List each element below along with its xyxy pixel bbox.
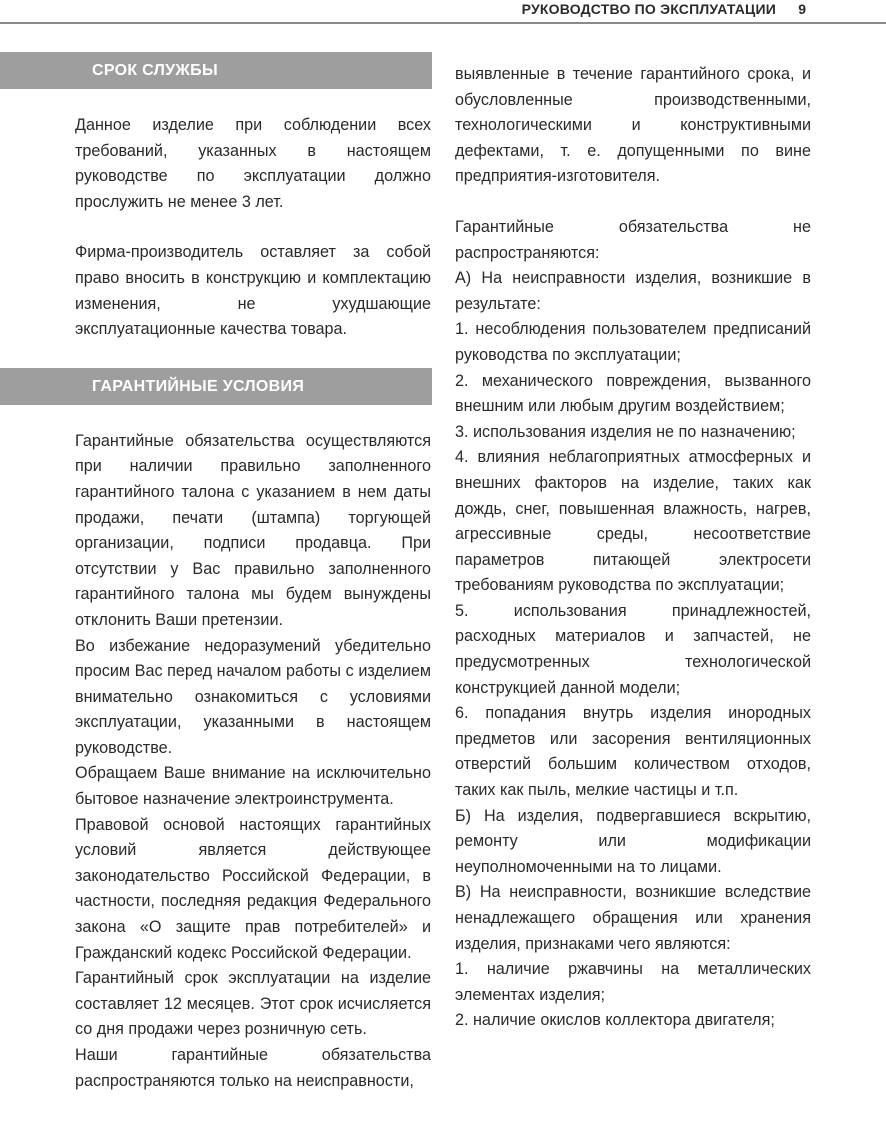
exclusion-item: 2. механического повреждения, вызванного внешним или любым другим воздействием; (455, 371, 811, 416)
exclusion-item: Б) На изделия, подвергавшиеся вскрытию, ремонту или модификации неуполномоченными на то лицами. (455, 806, 811, 876)
exclusion-item: 6. попадания внутрь изделия инородных предметов или засорения вентиляционных отверстий большим количеством отходов, таких как пыль, мелкие частицы и т.п. (455, 704, 811, 800)
right-column (455, 62, 811, 1034)
section-heading-warranty: ГАРАНТИЙНЫЕ УСЛОВИЯ (0, 368, 432, 405)
not-covered-intro: Гарантийные обязательства не распространяются: (455, 217, 811, 262)
warranty-paragraph: Правовой основой настоящих гарантийных условий является действующее законодательство Российской Федерации, в частности, последняя редакция Федерального закона «О защите прав потребителей» и Гражданский кодекс Российской Федерации. (75, 815, 431, 962)
service-life-paragraph: Фирма-производитель оставляет за собой право вносить в конструкцию и комплектацию изменения, не ухудшающие эксплуатационные качества товара. (75, 243, 431, 339)
exclusion-item: В) На неисправности, возникшие вследствие ненадлежащего обращения или хранения изделия, признаками чего являются: (455, 883, 811, 953)
exclusion-item: А) На неисправности изделия, возникшие в результате: (455, 269, 811, 313)
page-header (0, 0, 886, 22)
exclusion-item: 3. использования изделия не по назначению; (455, 422, 796, 441)
warranty-paragraph: Во избежание недоразумений убедительно просим Вас перед началом работы с изделием внимательно ознакомиться с условиями эксплуатации, указанными в настоящем руководстве. (75, 636, 431, 757)
page-number: 9 (798, 1, 806, 17)
service-life-paragraph: Данное изделие при соблюдении всех требований, указанных в настоящем руководстве по эксплуатации должно прослужить не менее 3 лет. (75, 116, 431, 211)
exclusion-item: 5. использования принадлежностей, расходных материалов и запчастей, не предусмотренных технологической конструкцией данной модели; (455, 601, 811, 697)
section-heading-service-life: СРОК СЛУЖБЫ (0, 52, 432, 89)
warranty-continuation: выявленные в течение гарантийного срока, и обусловленные производственными, технологическими и конструктивными дефектами, т. е. допущенными по вине предприятия-изготовителя. (455, 65, 811, 186)
warranty-paragraph: Гарантийные обязательства осуществляются при наличии правильно заполненного гарантийного талона с указанием в нем даты продажи, печати (штампа) торгующей организации, подписи продавца. При отсутствии у Вас правильно заполненного гарантийного талона мы будем вынуждены отклонить Ваши претензии. (75, 431, 431, 629)
exclusion-item: 1. наличие ржавчины на металлических элементах изделия; (455, 960, 811, 1004)
warranty-paragraph: Гарантийный срок эксплуатации на изделие составляет 12 месяцев. Этот срок исчисляется со дня продажи через розничную сеть. (75, 969, 431, 1039)
warranty-paragraph: Наши гарантийные обязательства распространяются только на неисправности, (75, 1046, 431, 1090)
header-divider (0, 22, 886, 24)
warranty-paragraph: Обращаем Ваше внимание на исключительно бытовое назначение электроинструмента. (75, 764, 431, 809)
exclusion-item: 2. наличие окислов коллектора двигателя; (455, 1011, 775, 1030)
exclusion-item: 4. влияния неблагоприятных атмосферных и внешних факторов на изделие, таких как дождь, снег, повышенная влажность, нагрев, агрессивные среды, несоответствие параметров питающей электросети требованиям руководства по эксплуатации; (455, 448, 811, 595)
header-title: РУКОВОДСТВО ПО ЭКСПЛУАТАЦИИ (521, 1, 776, 17)
left-column (0, 52, 432, 1094)
exclusion-item: 1. несоблюдения пользователем предписаний руководства по эксплуатации; (455, 320, 811, 364)
